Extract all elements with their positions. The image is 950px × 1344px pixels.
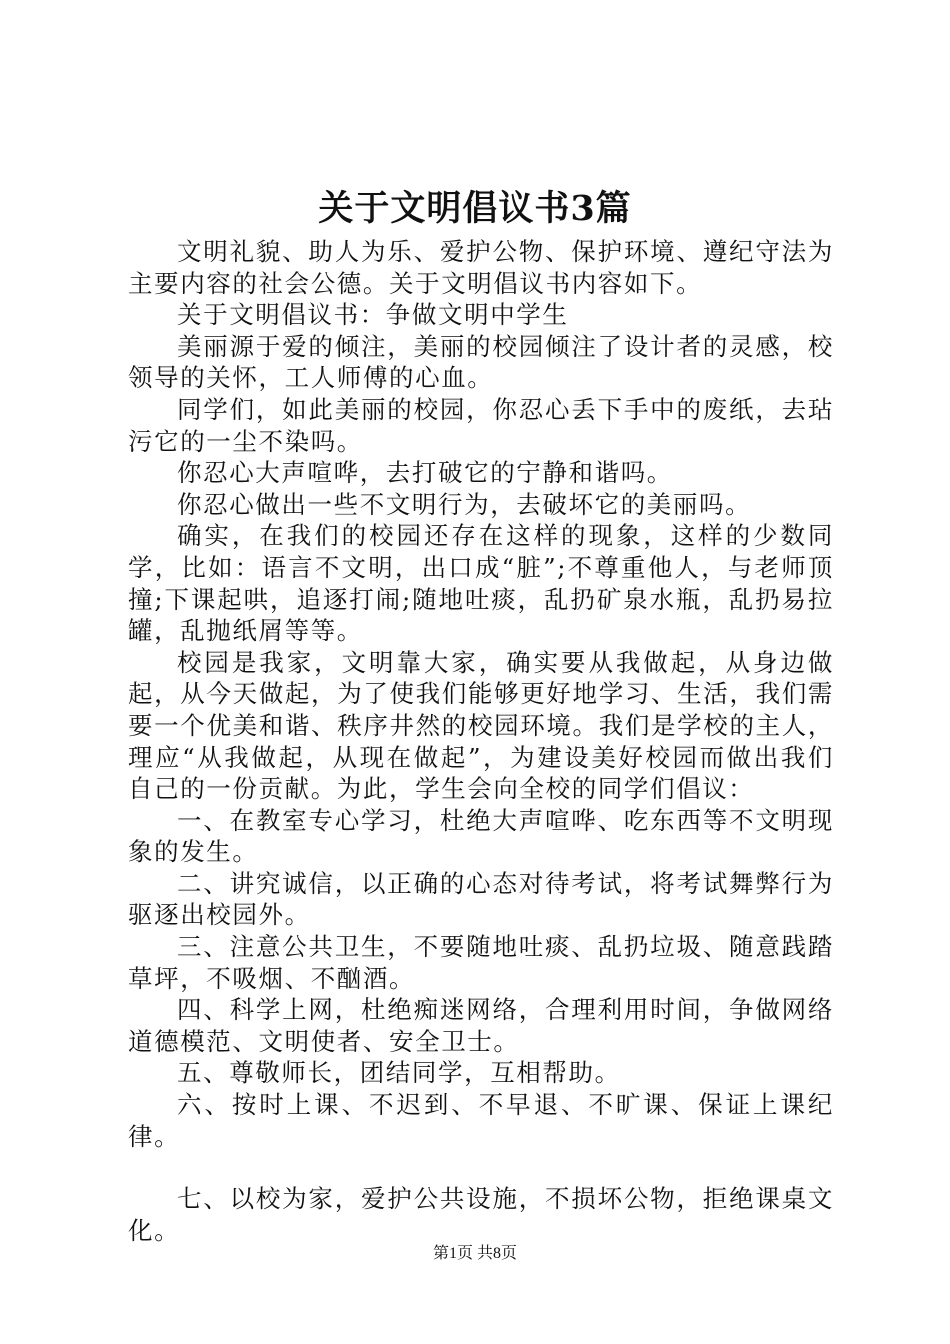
paragraph: 一、在教室专心学习，杜绝大声喧哗、吃东西等不文明现象的发生。 (128, 805, 834, 867)
paragraph: 你忍心做出一些不文明行为，去破坏它的美丽吗。 (177, 489, 752, 519)
paragraph: 美丽源于爱的倾注，美丽的校园倾注了设计者的灵感，校领导的关怀，工人师傅的心血。 (128, 331, 834, 393)
paragraph: 七、以校为家，爱护公共设施，不损坏公物，拒绝课桌文化。 (128, 1184, 834, 1245)
document-body (128, 236, 834, 1246)
paragraph: 关于文明倡议书：争做文明中学生 (177, 300, 569, 330)
paragraph: 确实，在我们的校园还存在这样的现象，这样的少数同学，比如：语言不文明，出口成“脏”;不尊重他人，与老师顶撞;下课起哄，追逐打闹;随地吐痰，乱扔矿泉水瓶，乱扔易拉罐，乱抛纸屑等等。 (128, 521, 834, 646)
paragraph: 你忍心大声喧哗，去打破它的宁静和谐吗。 (177, 458, 673, 488)
paragraph: 同学们，如此美丽的校园，你忍心丢下手中的废纸，去玷污它的一尘不染吗。 (128, 394, 834, 456)
paragraph: 三、注意公共卫生，不要随地吐痰、乱扔垃圾、随意践踏草坪，不吸烟、不酗酒。 (128, 932, 834, 993)
paragraph: 校园是我家，文明靠大家，确实要从我做起，从身边做起，从今天做起，为了使我们能够更好地学习、生活，我们需要一个优美和谐、秩序井然的校园环境。我们是学校的主人，理应“从我做起，从现在做起”，为建设美好校园而做出我们自己的一份贡献。为此，学生会向全校的同学们倡议： (128, 647, 834, 804)
paragraph: 六、按时上课、不迟到、不早退、不旷课、保证上课纪律。 (128, 1090, 834, 1151)
paragraph: 四、科学上网，杜绝痴迷网络，合理利用时间，争做网络道德模范、文明使者、安全卫士。 (128, 995, 834, 1056)
paragraph: 二、讲究诚信，以正确的心态对待考试，将考试舞弊行为驱逐出校园外。 (128, 868, 834, 930)
document-title: 关于文明倡议书3篇 (318, 188, 632, 229)
paragraph: 五、尊敬师长，团结同学，互相帮助。 (177, 1058, 621, 1088)
paragraph: 文明礼貌、助人为乐、爱护公物、保护环境、遵纪守法为主要内容的社会公德。关于文明倡议书内容如下。 (128, 237, 834, 298)
page-footer: 第1页 共8页 (432, 1245, 517, 1262)
